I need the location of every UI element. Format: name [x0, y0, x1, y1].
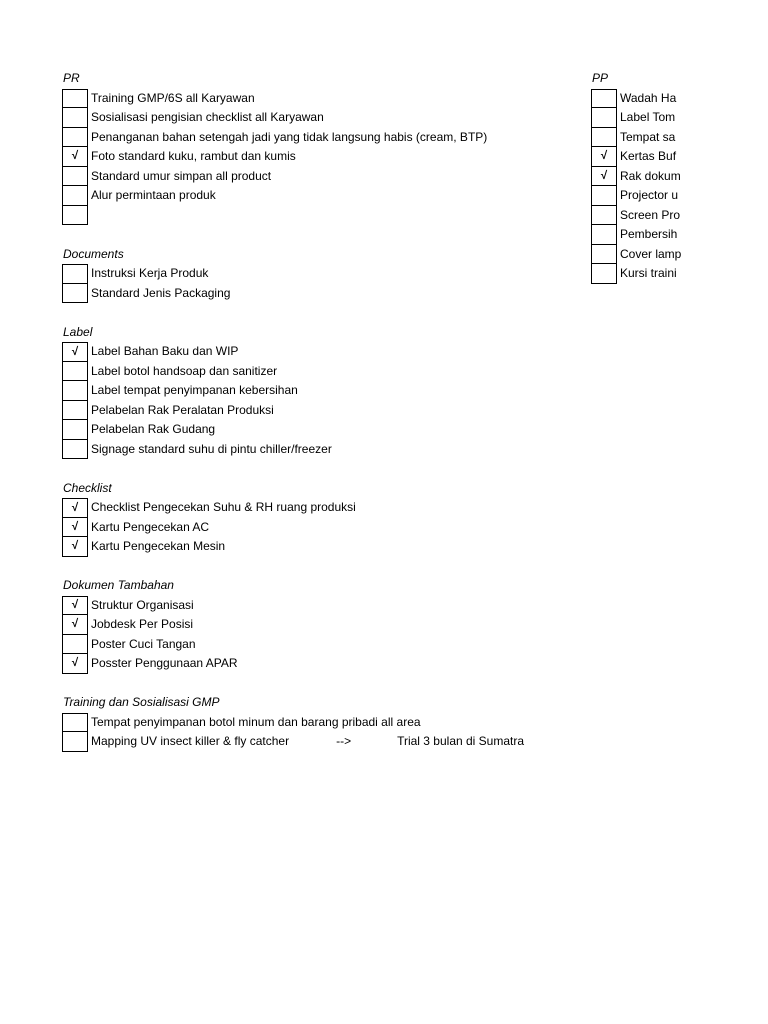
- checkbox-cell[interactable]: √: [62, 614, 88, 635]
- checkbox-cell[interactable]: [62, 439, 88, 460]
- section-spacer: [62, 303, 524, 323]
- checklist-row: [62, 615, 524, 635]
- checklist-row: [62, 381, 524, 401]
- checkbox-cell[interactable]: [591, 89, 617, 109]
- checklist-item-text-wrap: [88, 713, 421, 733]
- checklist-item-text-wrap: [617, 225, 677, 245]
- checklist-item-text-wrap: [88, 615, 193, 635]
- checklist-item-text-wrap: [88, 420, 215, 440]
- checklist-item-text-wrap: [617, 186, 678, 206]
- arrow-text: -->: [336, 734, 352, 748]
- checklist-row: [62, 732, 524, 752]
- section-title-training-dan-sosialisasi-gmp: Training dan Sosialisasi GMP: [63, 695, 220, 709]
- checkbox-cell[interactable]: √: [62, 596, 88, 616]
- checklist-item-label: Cover lamp: [620, 246, 682, 261]
- checklist-item-label: Signage standard suhu di pintu chiller/freezer: [91, 441, 332, 456]
- section-spacer: [62, 459, 524, 479]
- checklist-item-text-wrap: [88, 128, 487, 148]
- checklist-item-text-wrap: [617, 167, 681, 187]
- checklist-item-text-wrap: [88, 284, 230, 304]
- checklist-item-label: Label Tom: [620, 110, 676, 124]
- checklist-item-label: Alur permintaan produk: [91, 188, 216, 202]
- checklist-item-label: Posster Penggunaan APAR: [91, 656, 238, 670]
- checkbox-cell[interactable]: [62, 731, 88, 752]
- checklist-item-label: Struktur Organisasi: [91, 597, 194, 612]
- checkbox-cell[interactable]: √: [591, 166, 617, 187]
- checkbox-cell[interactable]: [62, 419, 88, 440]
- checklist-item-text-wrap: [88, 401, 274, 421]
- checklist-item-label: Tempat penyimpanan botol minum dan barang pribadi all area: [91, 714, 421, 729]
- checklist-item-label: Penanganan bahan setengah jadi yang tidak langsung habis (cream, BTP): [91, 129, 488, 144]
- checklist-row: [62, 284, 524, 304]
- right-checklist-column: [591, 69, 768, 284]
- checklist-item-text-wrap: [88, 167, 271, 187]
- checklist-row: [591, 167, 768, 187]
- checklist-row: [62, 167, 524, 187]
- checklist-item-label: Kartu Pengecekan Mesin: [91, 539, 226, 553]
- checklist-row: [62, 537, 524, 557]
- section-title-dokumen-tambahan: Dokumen Tambahan: [63, 578, 174, 592]
- checklist-row: [591, 108, 768, 128]
- checklist-row: [62, 264, 524, 284]
- checkbox-cell[interactable]: √: [62, 146, 88, 167]
- checkbox-cell[interactable]: [62, 205, 88, 226]
- checklist-row: [591, 186, 768, 206]
- checklist-item-text-wrap: [88, 596, 194, 616]
- section-spacer: [62, 674, 524, 694]
- checkbox-cell[interactable]: [62, 185, 88, 206]
- checkbox-cell[interactable]: [62, 89, 88, 109]
- checklist-item-label: Kertas Buf: [620, 149, 677, 163]
- checklist-item-text-wrap: [617, 147, 676, 167]
- checklist-item-label: Pelabelan Rak Gudang: [91, 422, 216, 436]
- checklist-item-text-wrap: [617, 264, 677, 284]
- checklist-row: [591, 206, 768, 226]
- checklist-item-text-wrap: [88, 381, 298, 401]
- checklist-item-text-wrap: [88, 147, 296, 167]
- checklist-item-text-wrap: [88, 732, 524, 752]
- checklist-item-text-wrap: [88, 89, 255, 109]
- checklist-item-label: Foto standard kuku, rambut dan kumis: [91, 149, 296, 163]
- checkbox-cell[interactable]: [591, 244, 617, 265]
- checklist-item-text-wrap: [617, 128, 675, 148]
- checklist-row: [62, 440, 524, 460]
- checklist-row: [62, 147, 524, 167]
- checklist-item-label: Tempat sa: [620, 129, 676, 144]
- checkbox-cell[interactable]: [62, 713, 88, 733]
- checklist-item-label: Poster Cuci Tangan: [91, 636, 196, 651]
- checkbox-cell[interactable]: [62, 283, 88, 304]
- checklist-row: [62, 596, 524, 616]
- checklist-item-text-wrap: [617, 245, 681, 265]
- checklist-row: [62, 206, 524, 226]
- checklist-item-label: Wadah Ha: [620, 90, 677, 105]
- checkbox-cell[interactable]: [62, 166, 88, 187]
- checklist-item-label: Label Bahan Baku dan WIP: [91, 344, 239, 358]
- checklist-item-label: Jobdesk Per Posisi: [91, 617, 194, 631]
- checklist-item-label: Label tempat penyimpanan kebersihan: [91, 383, 298, 397]
- note-text: Trial 3 bulan di Sumatra: [397, 734, 525, 748]
- checkbox-cell[interactable]: [62, 361, 88, 382]
- checklist-item-text-wrap: [88, 518, 209, 538]
- checkbox-cell[interactable]: [62, 264, 88, 284]
- checkbox-cell[interactable]: √: [62, 517, 88, 538]
- checklist-item-text-wrap: [88, 635, 196, 655]
- checkbox-cell[interactable]: [62, 127, 88, 148]
- checklist-item-label: Rak dokum: [620, 168, 681, 183]
- checkbox-cell[interactable]: [62, 400, 88, 421]
- checklist-row: [62, 342, 524, 362]
- checklist-item-label: Pelabelan Rak Peralatan Produksi: [91, 402, 274, 417]
- checklist-row: [62, 518, 524, 538]
- checklist-row: [62, 128, 524, 148]
- checklist-row: [62, 713, 524, 733]
- checklist-item-text-wrap: [88, 362, 277, 382]
- checklist-item-label: Screen Pro: [620, 207, 681, 222]
- checkbox-cell[interactable]: [591, 185, 617, 206]
- checklist-item-text-wrap: [88, 654, 238, 674]
- section-spacer: [62, 225, 524, 245]
- checklist-item-text-wrap: [88, 206, 91, 226]
- checklist-row: [591, 89, 768, 109]
- checklist-row: [62, 420, 524, 440]
- checkbox-cell[interactable]: [591, 107, 617, 128]
- checklist-item-text-wrap: [88, 108, 324, 128]
- section-title-documents: Documents: [63, 246, 124, 261]
- checklist-item-text-wrap: [88, 186, 216, 206]
- checklist-item-label: Training GMP/6S all Karyawan: [91, 90, 255, 105]
- checklist-item-label: Kursi traini: [620, 266, 677, 280]
- checklist-item-label: Kartu Pengecekan AC: [91, 519, 210, 534]
- checklist-row: [591, 245, 768, 265]
- checklist-row: [591, 147, 768, 167]
- checklist-item-label: Projector u: [620, 188, 679, 202]
- checklist-row: [62, 108, 524, 128]
- checklist-row: [62, 498, 524, 518]
- checklist-row: [62, 362, 524, 382]
- checklist-row: [62, 186, 524, 206]
- checklist-item-text-wrap: [88, 440, 332, 460]
- checklist-item-label: Instruksi Kerja Produk: [91, 266, 209, 280]
- checklist-item-text-wrap: [88, 264, 208, 284]
- checklist-item-label: Sosialisasi pengisian checklist all Karyawan: [91, 110, 324, 124]
- checklist-item-text-wrap: [617, 206, 680, 226]
- checklist-row: [591, 128, 768, 148]
- checklist-item-label: Checklist Pengecekan Suhu & RH ruang produksi: [91, 500, 356, 514]
- checkbox-cell[interactable]: [591, 127, 617, 148]
- checkbox-cell[interactable]: √: [62, 536, 88, 557]
- checklist-row: [591, 225, 768, 245]
- checkbox-cell[interactable]: √: [62, 342, 88, 362]
- checkbox-cell[interactable]: [591, 205, 617, 226]
- section-title-checklist: Checklist: [63, 480, 112, 495]
- checklist-item-label: Mapping UV insect killer & fly catcher: [91, 734, 290, 748]
- section-title-pr: PR: [63, 71, 80, 85]
- checkbox-cell[interactable]: [591, 224, 617, 245]
- checkbox-cell[interactable]: [591, 263, 617, 284]
- checklist-row: [62, 635, 524, 655]
- section-spacer: [62, 557, 524, 577]
- checklist-item-label: Standard umur simpan all product: [91, 168, 272, 183]
- checklist-row: [62, 89, 524, 109]
- checklist-item-text-wrap: [88, 342, 238, 362]
- checklist-item-text-wrap: [88, 537, 225, 557]
- checklist-row: [591, 264, 768, 284]
- checklist-item-label: Pembersih: [620, 227, 678, 241]
- checkbox-cell[interactable]: √: [62, 498, 88, 518]
- checklist-item-text-wrap: [88, 498, 356, 518]
- checklist-row: [62, 654, 524, 674]
- section-title-pp: PP: [592, 71, 609, 85]
- checkbox-cell[interactable]: [62, 380, 88, 401]
- checklist-item-label: Standard Jenis Packaging: [91, 285, 231, 300]
- checkbox-cell[interactable]: [62, 107, 88, 128]
- checkbox-cell[interactable]: [62, 634, 88, 655]
- checkbox-cell[interactable]: √: [591, 146, 617, 167]
- checklist-item-text-wrap: [617, 89, 676, 109]
- checklist-item-label: Label botol handsoap dan sanitizer: [91, 363, 278, 378]
- checklist-item-text-wrap: [617, 108, 675, 128]
- checklist-row: [62, 401, 524, 421]
- section-title-label: Label: [63, 324, 93, 339]
- left-checklist-column: [62, 69, 524, 752]
- checkbox-cell[interactable]: √: [62, 653, 88, 674]
